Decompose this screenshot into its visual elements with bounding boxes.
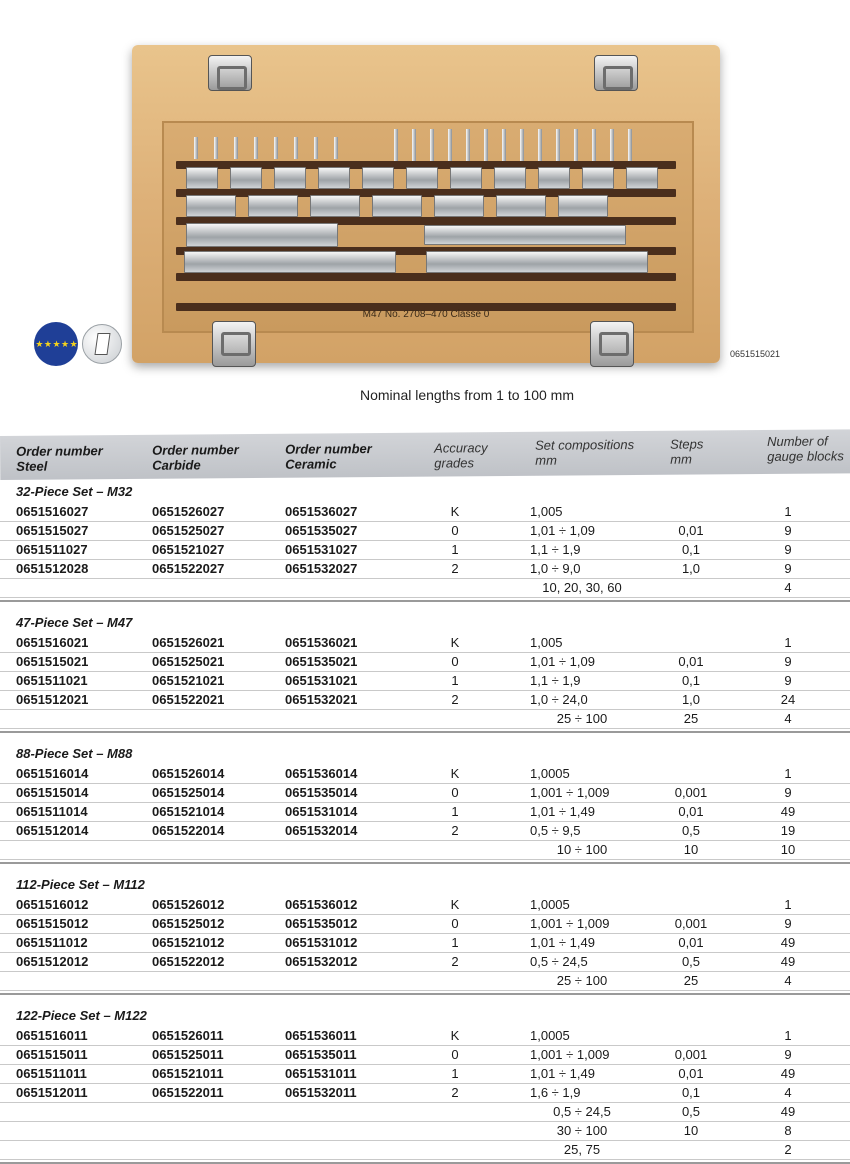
block-count: 9 [784, 785, 792, 800]
step-size: 0,5 [681, 954, 701, 969]
accuracy-grade: 0 [451, 916, 459, 931]
gauge-block [426, 251, 648, 273]
order-number-carbide: 0651522021 [152, 692, 225, 707]
order-number-steel: 0651512028 [16, 561, 89, 576]
order-number-ceramic: 0651535021 [285, 654, 358, 669]
section-title: 47-Piece Set – M47 [16, 615, 133, 630]
order-number-steel: 0651516014 [16, 766, 89, 781]
section-divider [0, 731, 850, 733]
gauge-block [538, 167, 570, 189]
gauge-block [186, 223, 338, 247]
order-number-ceramic: 0651531014 [285, 804, 358, 819]
gauge-pin [334, 137, 338, 159]
order-number-steel: 0651516021 [16, 635, 89, 650]
step-size: 0,1 [681, 542, 701, 557]
order-number-carbide: 0651525011 [152, 1047, 224, 1062]
table-row [0, 559, 850, 579]
header-steel [16, 443, 103, 474]
order-number-steel: 0651515021 [16, 654, 89, 669]
header-set-line2: mm [535, 452, 557, 468]
order-number-ceramic: 0651531021 [285, 673, 358, 688]
step-size: 0,01 [678, 804, 704, 819]
gauge-pin [592, 129, 596, 161]
table-row [0, 1083, 850, 1103]
gauge-pin [430, 129, 434, 161]
order-number-ceramic: 0651535014 [285, 785, 358, 800]
gauge-block [450, 167, 482, 189]
step-size: 0,5 [681, 1104, 701, 1119]
accuracy-grade: 1 [451, 542, 459, 557]
gauge-pin [294, 137, 298, 159]
section-title: 112-Piece Set – M112 [16, 877, 145, 892]
order-number-steel: 0651512011 [16, 1085, 88, 1100]
step-size: 0,1 [681, 1085, 701, 1100]
set-composition: 1,0 ÷ 24,0 [530, 692, 588, 707]
order-number-ceramic: 0651536027 [285, 504, 358, 519]
accuracy-grade: 2 [451, 954, 459, 969]
order-number-ceramic: 0651536021 [285, 635, 358, 650]
order-number-steel: 0651515011 [16, 1047, 88, 1062]
gauge-block [310, 195, 360, 217]
table-row [0, 821, 850, 841]
section-title: 88-Piece Set – M88 [16, 746, 133, 761]
accuracy-grade: 0 [451, 785, 459, 800]
accuracy-grade: K [450, 1028, 460, 1043]
step-size: 10 [683, 1123, 699, 1138]
block-count: 9 [784, 654, 792, 669]
set-composition: 0,5 ÷ 24,5 [530, 954, 588, 969]
header-accuracy-line2: grades [434, 455, 475, 471]
block-count: 1 [784, 504, 792, 519]
section-title: 32-Piece Set – M32 [16, 484, 133, 499]
table-row [0, 671, 850, 691]
accuracy-grade: K [450, 635, 460, 650]
product-photo [0, 0, 850, 440]
gauge-block [186, 195, 236, 217]
table-row [0, 502, 850, 522]
set-composition: 30 ÷ 100 [556, 1123, 608, 1138]
set-composition: 1,01 ÷ 1,49 [530, 804, 595, 819]
gauge-block [406, 167, 438, 189]
table-row [0, 971, 850, 991]
set-composition: 1,01 ÷ 1,49 [530, 935, 595, 950]
order-number-carbide: 0651522012 [152, 954, 225, 969]
hinge-clasp-left [208, 55, 252, 91]
header-set [535, 437, 634, 468]
gauge-pin [610, 129, 614, 161]
gauge-pin [314, 137, 318, 159]
gauge-pin [214, 137, 218, 159]
gauge-pin [274, 137, 278, 159]
photo-caption: Nominal lengths from 1 to 100 mm [360, 387, 574, 403]
order-number-steel: 0651511012 [16, 935, 88, 950]
order-number-steel: 0651512014 [16, 823, 89, 838]
gauge-block [558, 195, 608, 217]
step-size: 1,0 [681, 561, 701, 576]
step-size: 0,001 [674, 785, 708, 800]
order-number-carbide: 0651525021 [152, 654, 225, 669]
order-number-steel: 0651516027 [16, 504, 89, 519]
block-count: 9 [784, 1047, 792, 1062]
order-number-ceramic: 0651531027 [285, 542, 358, 557]
accuracy-grade: 1 [451, 935, 459, 950]
set-composition: 1,0 ÷ 9,0 [530, 561, 581, 576]
order-number-ceramic: 0651535027 [285, 523, 358, 538]
table-row [0, 802, 850, 822]
block-count: 49 [780, 935, 796, 950]
accuracy-grade: 0 [451, 523, 459, 538]
set-composition: 1,01 ÷ 1,09 [530, 523, 595, 538]
table-row [0, 652, 850, 672]
table-row [0, 1064, 850, 1084]
gauge-block [362, 167, 394, 189]
order-number-ceramic: 0651532027 [285, 561, 358, 576]
accuracy-grade: 1 [451, 804, 459, 819]
order-number-steel: 0651511027 [16, 542, 88, 557]
order-number-ceramic: 0651535012 [285, 916, 358, 931]
gauge-pin [574, 129, 578, 161]
order-number-ceramic: 0651532014 [285, 823, 358, 838]
order-number-carbide: 0651522011 [152, 1085, 224, 1100]
block-count: 9 [784, 561, 792, 576]
block-count: 49 [780, 804, 796, 819]
set-composition: 1,005 [530, 504, 563, 519]
header-number-line1: Number of [767, 433, 828, 449]
set-composition: 1,01 ÷ 1,49 [530, 1066, 595, 1081]
order-number-steel: 0651511011 [16, 1066, 87, 1081]
set-composition: 25 ÷ 100 [556, 973, 608, 988]
gauge-block-case [132, 45, 720, 363]
accuracy-grade: K [450, 504, 460, 519]
gauge-pin [412, 129, 416, 161]
header-accuracy-line1: Accuracy [434, 440, 488, 456]
order-number-steel: 0651511021 [16, 673, 88, 688]
set-composition: 1,0005 [530, 1028, 570, 1043]
accuracy-grade: 2 [451, 561, 459, 576]
block-count: 9 [784, 523, 792, 538]
front-latch-right [590, 321, 634, 367]
step-size: 0,5 [681, 823, 701, 838]
block-count: 9 [784, 542, 792, 557]
section-divider [0, 862, 850, 864]
table-row [0, 1026, 850, 1046]
gauge-pin [254, 137, 258, 159]
product-code: 0651515021 [730, 349, 781, 359]
table-row [0, 914, 850, 934]
step-size: 0,01 [678, 523, 704, 538]
header-ceramic-line2: Ceramic [285, 456, 337, 472]
table-row [0, 540, 850, 560]
set-composition: 1,0005 [530, 766, 570, 781]
set-composition: 1,005 [530, 635, 563, 650]
order-number-steel: 0651515012 [16, 916, 89, 931]
step-size: 0,01 [678, 1066, 704, 1081]
block-count: 4 [784, 973, 792, 988]
order-number-steel: 0651512021 [16, 692, 89, 707]
block-count: 9 [784, 916, 792, 931]
order-number-carbide: 0651522027 [152, 561, 225, 576]
gauge-block [274, 167, 306, 189]
step-size: 0,01 [678, 654, 704, 669]
header-steps-line1: Steps [670, 436, 704, 452]
header-accuracy [434, 440, 488, 470]
accuracy-grade: 0 [451, 654, 459, 669]
step-size: 0,001 [674, 916, 708, 931]
order-number-steel: 0651512012 [16, 954, 89, 969]
order-number-ceramic: 0651531012 [285, 935, 358, 950]
order-number-carbide: 0651521014 [152, 804, 225, 819]
order-number-ceramic: 0651531011 [285, 1066, 357, 1081]
order-number-steel: 0651515027 [16, 523, 89, 538]
step-size: 25 [683, 711, 699, 726]
set-composition: 25, 75 [563, 1142, 601, 1157]
gauge-block [372, 195, 422, 217]
order-number-carbide: 0651526012 [152, 897, 225, 912]
order-number-steel: 0651511014 [16, 804, 88, 819]
table-row [0, 952, 850, 972]
set-composition: 1,1 ÷ 1,9 [530, 542, 581, 557]
order-number-steel: 0651515014 [16, 785, 89, 800]
set-composition: 1,1 ÷ 1,9 [530, 673, 581, 688]
gauge-block-table [0, 433, 850, 1157]
block-count: 49 [780, 954, 796, 969]
order-number-ceramic: 0651535011 [285, 1047, 357, 1062]
block-count: 1 [784, 635, 792, 650]
set-composition: 25 ÷ 100 [556, 711, 608, 726]
order-number-carbide: 0651526021 [152, 635, 225, 650]
block-count: 1 [784, 766, 792, 781]
order-number-ceramic: 0651532021 [285, 692, 358, 707]
table-row [0, 521, 850, 541]
set-composition: 1,001 ÷ 1,009 [530, 785, 610, 800]
order-number-carbide: 0651521027 [152, 542, 225, 557]
step-size: 0,1 [681, 673, 701, 688]
set-composition: 0,5 ÷ 24,5 [553, 1104, 611, 1119]
header-steel-line1: Order number [16, 443, 103, 459]
section-divider [0, 993, 850, 995]
block-count: 1 [784, 1028, 792, 1043]
table-row [0, 633, 850, 653]
gauge-block-icon [82, 324, 122, 364]
table-row [0, 895, 850, 915]
gauge-block [582, 167, 614, 189]
block-count: 8 [784, 1123, 792, 1138]
order-number-ceramic: 0651536012 [285, 897, 358, 912]
gauge-block [248, 195, 298, 217]
accuracy-grade: 0 [451, 1047, 459, 1062]
order-number-carbide: 0651521012 [152, 935, 225, 950]
header-set-line1: Set compositions [535, 437, 635, 453]
gauge-block [434, 195, 484, 217]
gauge-pin [394, 129, 398, 161]
front-latch-left [212, 321, 256, 367]
block-count: 4 [784, 1085, 792, 1100]
gauge-pin [520, 129, 524, 161]
order-number-carbide: 0651525014 [152, 785, 225, 800]
header-number-line2: gauge blocks [767, 448, 844, 464]
order-number-carbide: 0651525027 [152, 523, 225, 538]
gauge-pin [194, 137, 198, 159]
header-carbide-line1: Order number [152, 442, 239, 458]
rail [176, 273, 676, 281]
gauge-pin [448, 129, 452, 161]
gauge-block [230, 167, 262, 189]
hinge-clasp-right [594, 55, 638, 91]
order-number-carbide: 0651526011 [152, 1028, 224, 1043]
header-steel-line2: Steel [16, 458, 48, 474]
set-composition: 1,001 ÷ 1,009 [530, 916, 610, 931]
table-row [0, 764, 850, 784]
block-count: 19 [780, 823, 796, 838]
set-composition: 10, 20, 30, 60 [542, 580, 622, 595]
order-number-carbide: 0651522014 [152, 823, 225, 838]
table-row [0, 690, 850, 710]
header-ceramic [285, 441, 372, 472]
gauge-pin [556, 129, 560, 161]
gauge-block [184, 251, 396, 273]
header-ceramic-line1: Order number [285, 441, 372, 457]
gauge-block [626, 167, 658, 189]
gauge-pin [628, 129, 632, 161]
block-count: 9 [784, 673, 792, 688]
accuracy-grade: K [450, 897, 460, 912]
gauge-block [424, 225, 626, 245]
step-size: 0,01 [678, 935, 704, 950]
accuracy-grade: 1 [451, 673, 459, 688]
header-carbide-line2: Carbide [152, 457, 201, 473]
gauge-block [186, 167, 218, 189]
order-number-ceramic: 0651532012 [285, 954, 358, 969]
order-number-carbide: 0651526027 [152, 504, 225, 519]
order-number-carbide: 0651521021 [152, 673, 225, 688]
header-steps-line2: mm [670, 451, 692, 467]
block-count: 24 [780, 692, 796, 707]
order-number-steel: 0651516011 [16, 1028, 88, 1043]
eu-flag-icon: ★ ★ ★ ★ ★ [34, 322, 78, 366]
gauge-block [318, 167, 350, 189]
order-number-ceramic: 0651536011 [285, 1028, 357, 1043]
accuracy-grade: 1 [451, 1066, 459, 1081]
order-number-steel: 0651516012 [16, 897, 89, 912]
table-row [0, 840, 850, 860]
table-row [0, 578, 850, 598]
table-row [0, 1102, 850, 1122]
gauge-pin [466, 129, 470, 161]
gauge-pin [538, 129, 542, 161]
set-composition: 0,5 ÷ 9,5 [530, 823, 581, 838]
set-composition: 10 ÷ 100 [556, 842, 608, 857]
section-divider [0, 600, 850, 602]
block-count: 49 [780, 1066, 796, 1081]
accuracy-grade: 2 [451, 823, 459, 838]
step-size: 0,001 [674, 1047, 708, 1062]
accuracy-grade: K [450, 766, 460, 781]
block-count: 4 [784, 711, 792, 726]
table-header [0, 429, 850, 480]
header-steps [670, 436, 703, 466]
table-row [0, 709, 850, 729]
gauge-block [496, 195, 546, 217]
case-interior [162, 121, 694, 333]
order-number-carbide: 0651525012 [152, 916, 225, 931]
accuracy-grade: 2 [451, 1085, 459, 1100]
table-row [0, 933, 850, 953]
header-carbide [152, 442, 239, 473]
block-count: 1 [784, 897, 792, 912]
order-number-ceramic: 0651532011 [285, 1085, 357, 1100]
set-composition: 1,6 ÷ 1,9 [530, 1085, 581, 1100]
gauge-pin [502, 129, 506, 161]
step-size: 1,0 [681, 692, 701, 707]
table-row [0, 1140, 850, 1160]
block-count: 10 [780, 842, 796, 857]
gauge-block [494, 167, 526, 189]
order-number-ceramic: 0651536014 [285, 766, 358, 781]
order-number-carbide: 0651526014 [152, 766, 225, 781]
block-count: 4 [784, 580, 792, 595]
table-row [0, 1045, 850, 1065]
table-row [0, 1121, 850, 1141]
section-title: 122-Piece Set – M122 [16, 1008, 147, 1023]
block-count: 2 [784, 1142, 792, 1157]
set-composition: 1,0005 [530, 897, 570, 912]
set-composition: 1,01 ÷ 1,09 [530, 654, 595, 669]
set-composition: 1,001 ÷ 1,009 [530, 1047, 610, 1062]
case-label: M47 No. 2708–470 Classe 0 [362, 309, 490, 320]
table-row [0, 783, 850, 803]
order-number-carbide: 0651521011 [152, 1066, 224, 1081]
header-number [767, 433, 844, 464]
gauge-pin [484, 129, 488, 161]
step-size: 25 [683, 973, 699, 988]
step-size: 10 [683, 842, 699, 857]
block-count: 49 [780, 1104, 796, 1119]
gauge-pin [234, 137, 238, 159]
accuracy-grade: 2 [451, 692, 459, 707]
